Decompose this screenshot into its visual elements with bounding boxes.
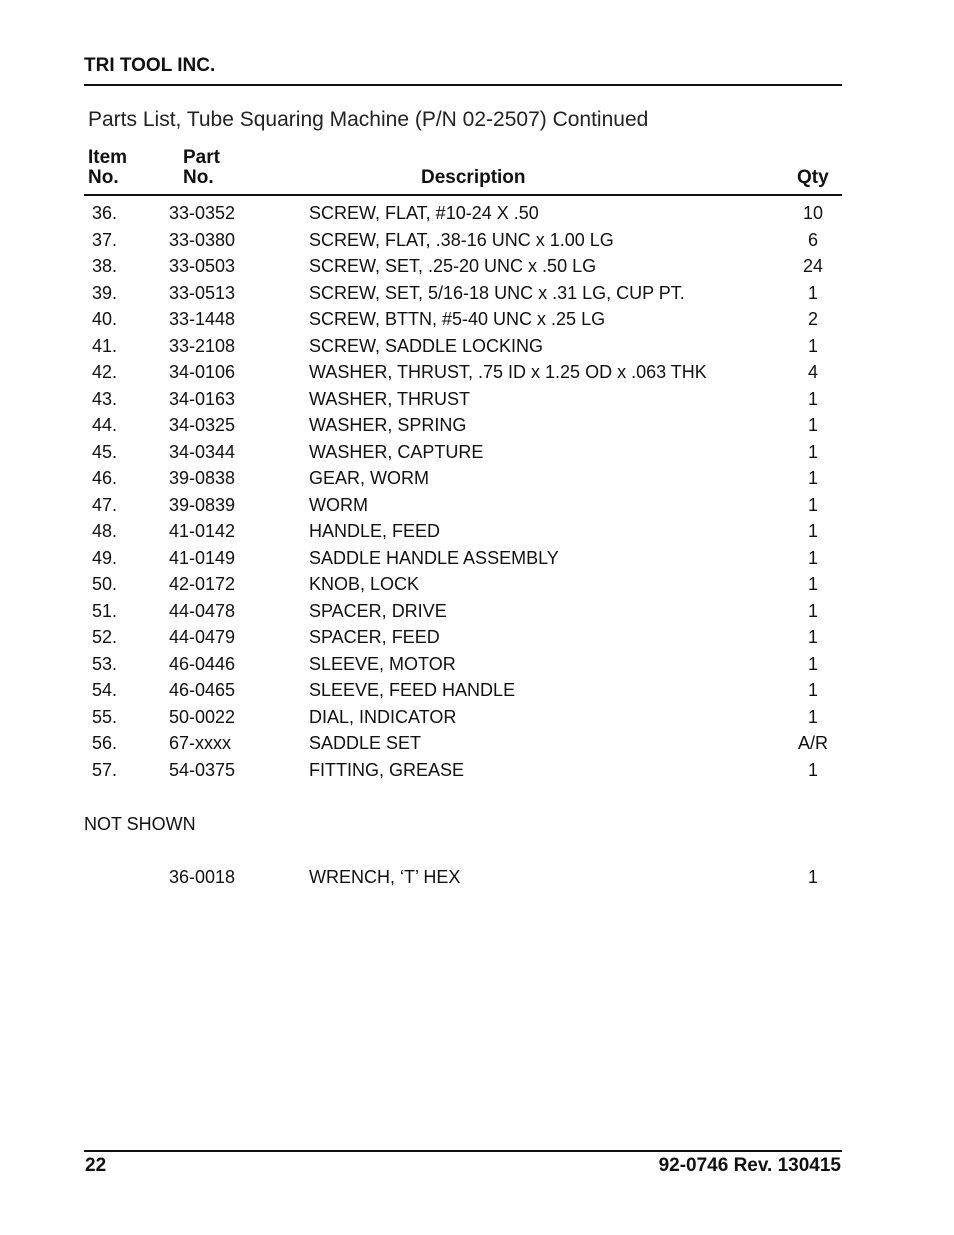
row-item-number: 53. [92, 653, 118, 674]
row-description: SCREW, SET, .25-20 UNC x .50 LG [309, 256, 597, 276]
column-header-part [183, 148, 220, 188]
row-part-number: 34-0325 [169, 415, 236, 435]
row-quantity: 1 [807, 759, 818, 780]
not-shown-description: WRENCH, ‘T’ HEX [309, 867, 461, 887]
row-quantity: 1 [807, 706, 818, 727]
row-description: FITTING, GREASE [309, 759, 465, 780]
table-row [0, 627, 954, 654]
row-part-number: 33-2108 [169, 335, 236, 356]
row-item-number: 41. [92, 335, 118, 356]
table-row [0, 521, 954, 548]
row-item-number: 50. [92, 574, 118, 594]
row-quantity: 1 [807, 600, 818, 621]
row-quantity: 1 [807, 441, 818, 462]
not-shown-qty: 1 [807, 867, 818, 887]
table-row [0, 654, 954, 681]
row-description: SCREW, FLAT, .38-16 UNC x 1.00 LG [309, 229, 614, 250]
table-row [0, 574, 954, 601]
row-part-number: 33-0513 [169, 282, 236, 303]
row-description: WORM [309, 494, 368, 515]
row-part-number: 39-0838 [169, 468, 236, 488]
row-part-number: 54-0375 [169, 759, 236, 780]
row-description: SLEEVE, MOTOR [309, 653, 456, 674]
row-part-number: 39-0839 [169, 494, 236, 515]
row-quantity: 1 [807, 494, 818, 515]
row-quantity: 2 [807, 309, 818, 329]
row-part-number: 41-0142 [169, 521, 236, 541]
table-row [0, 389, 954, 416]
row-part-number: 46-0446 [169, 653, 236, 674]
row-description: SCREW, BTTN, #5-40 UNC x .25 LG [309, 309, 606, 329]
row-item-number: 42. [92, 362, 118, 382]
column-header-qty: Qty [797, 167, 829, 188]
table-row [0, 362, 954, 389]
row-description: DIAL, INDICATOR [309, 706, 457, 727]
table-row [0, 733, 954, 760]
row-item-number: 51. [92, 600, 118, 621]
row-quantity: 1 [807, 415, 818, 435]
table-row [0, 442, 954, 469]
header-rule [84, 84, 842, 86]
row-part-number: 33-0380 [169, 229, 236, 250]
row-description: WASHER, CAPTURE [309, 441, 484, 462]
row-item-number: 46. [92, 468, 118, 488]
row-part-number: 42-0172 [169, 574, 236, 594]
row-item-number: 36. [92, 203, 118, 223]
row-description: SLEEVE, FEED HANDLE [309, 680, 516, 700]
row-description: KNOB, LOCK [309, 574, 420, 594]
row-item-number: 37. [92, 229, 118, 250]
row-quantity: 1 [807, 388, 818, 409]
table-row [0, 415, 954, 442]
row-item-number: 39. [92, 282, 118, 303]
row-description: WASHER, THRUST, .75 ID x 1.25 OD x .063 THK [309, 362, 707, 382]
row-quantity: 1 [807, 468, 818, 488]
table-row [0, 601, 954, 628]
row-description: WASHER, SPRING [309, 415, 467, 435]
table-row [0, 256, 954, 283]
row-part-number: 33-1448 [169, 309, 236, 329]
row-item-number: 49. [92, 547, 118, 568]
row-part-number: 33-0503 [169, 256, 236, 276]
row-part-number: 34-0163 [169, 388, 236, 409]
column-header-part-line2: No. [183, 167, 214, 188]
row-description: SADDLE SET [309, 733, 422, 753]
row-description: SCREW, SET, 5/16-18 UNC x .31 LG, CUP PT. [309, 282, 685, 303]
row-item-number: 45. [92, 441, 118, 462]
row-quantity: 24 [802, 256, 824, 276]
page-title: Parts List, Tube Squaring Machine (P/N 02-2507) Continued [88, 108, 649, 131]
row-part-number: 46-0465 [169, 680, 236, 700]
column-header-description: Description [421, 167, 526, 188]
footer-rule [84, 1150, 842, 1152]
row-part-number: 44-0479 [169, 627, 236, 647]
row-quantity: 1 [807, 282, 818, 303]
table-row [0, 309, 954, 336]
row-part-number: 34-0106 [169, 362, 236, 382]
not-shown-label: NOT SHOWN [84, 814, 196, 834]
row-description: SCREW, SADDLE LOCKING [309, 335, 544, 356]
row-quantity: 1 [807, 521, 818, 541]
row-description: WASHER, THRUST [309, 388, 471, 409]
table-row [0, 760, 954, 787]
row-part-number: 67-xxxx [169, 733, 232, 753]
table-row [0, 680, 954, 707]
row-item-number: 43. [92, 388, 118, 409]
table-header-rule [84, 194, 842, 196]
row-description: SPACER, DRIVE [309, 600, 447, 621]
row-quantity: 1 [807, 547, 818, 568]
table-row [0, 283, 954, 310]
not-shown-row [0, 867, 954, 893]
row-item-number: 52. [92, 627, 118, 647]
page-number: 22 [85, 1155, 107, 1176]
row-quantity: 10 [802, 203, 824, 223]
row-item-number: 44. [92, 415, 118, 435]
table-row [0, 203, 954, 230]
column-header-item [88, 148, 127, 188]
table-row [0, 548, 954, 575]
row-quantity: 1 [807, 574, 818, 594]
table-row [0, 468, 954, 495]
table-row [0, 336, 954, 363]
row-item-number: 57. [92, 759, 118, 780]
row-item-number: 56. [92, 733, 118, 753]
row-description: SPACER, FEED [309, 627, 440, 647]
table-row [0, 230, 954, 257]
row-description: SADDLE HANDLE ASSEMBLY [309, 547, 559, 568]
table-row [0, 707, 954, 734]
row-quantity: 6 [807, 229, 818, 250]
row-quantity: 4 [807, 362, 818, 382]
row-item-number: 38. [92, 256, 118, 276]
row-description: HANDLE, FEED [309, 521, 441, 541]
row-part-number: 33-0352 [169, 203, 236, 223]
row-part-number: 34-0344 [169, 441, 236, 462]
row-quantity: 1 [807, 653, 818, 674]
row-part-number: 50-0022 [169, 706, 236, 727]
row-item-number: 48. [92, 521, 118, 541]
parts-table [0, 203, 954, 786]
row-description: SCREW, FLAT, #10-24 X .50 [309, 203, 539, 223]
row-item-number: 40. [92, 309, 118, 329]
not-shown-part: 36-0018 [169, 867, 236, 887]
row-quantity: A/R [797, 733, 828, 753]
company-name: TRI TOOL INC. [84, 55, 216, 76]
row-quantity: 1 [807, 680, 818, 700]
column-header-part-line1: Part [183, 147, 220, 168]
row-item-number: 54. [92, 680, 118, 700]
document-revision: 92-0746 Rev. 130415 [658, 1155, 841, 1176]
row-description: GEAR, WORM [309, 468, 429, 488]
row-quantity: 1 [807, 627, 818, 647]
row-quantity: 1 [807, 335, 818, 356]
row-part-number: 44-0478 [169, 600, 236, 621]
row-item-number: 55. [92, 706, 118, 727]
row-item-number: 47. [92, 494, 118, 515]
column-header-item-line2: No. [88, 167, 119, 188]
table-row [0, 495, 954, 522]
column-header-item-line1: Item [88, 147, 128, 168]
row-part-number: 41-0149 [169, 547, 236, 568]
